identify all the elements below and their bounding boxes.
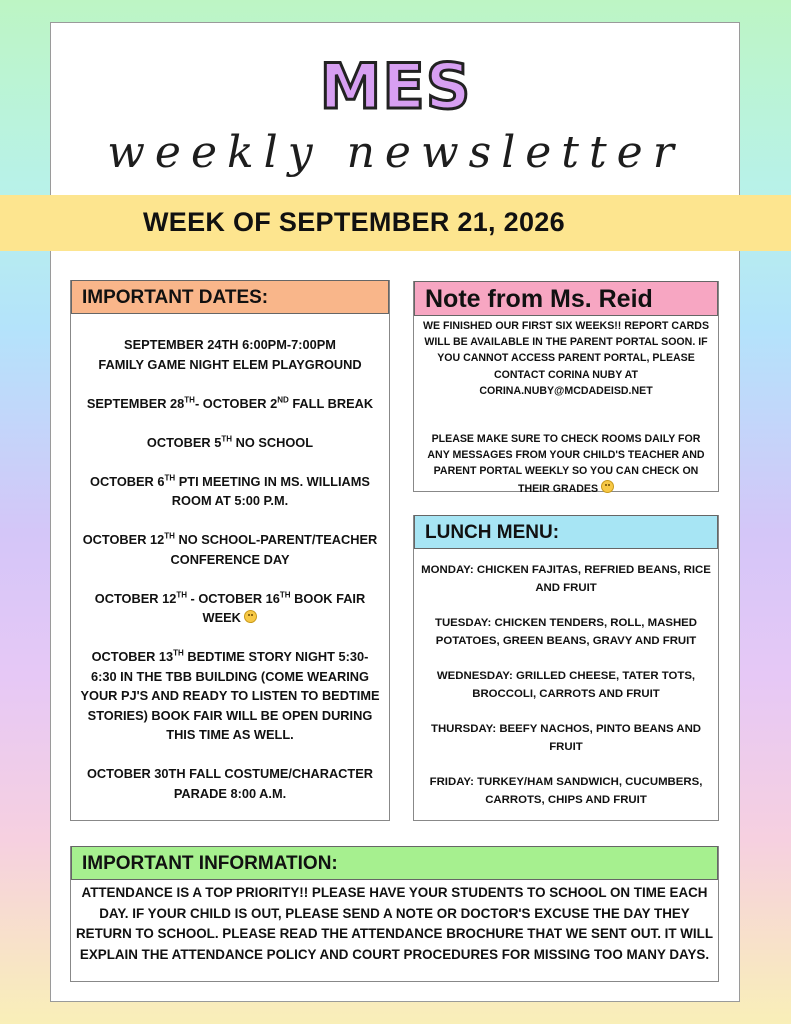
list-item: ROOM AT 5:00 P.M. xyxy=(171,493,289,508)
list-item: SEPTEMBER 24TH 6:00PM-7:00PM xyxy=(124,337,336,352)
important-dates-list xyxy=(72,335,388,803)
smiley-icon xyxy=(601,480,614,493)
important-info-title: IMPORTANT INFORMATION: xyxy=(82,853,338,874)
list-item: YOUR PJ'S AND READY TO LISTEN TO BEDTIME xyxy=(80,688,380,703)
list-item: FRIDAY: TURKEY/HAM SANDWICH, CUCUMBERS, CARROTS, CHIPS AND FRUIT xyxy=(429,776,703,806)
newsletter-subtitle: weekly newsletter xyxy=(107,127,684,178)
note-text: WE FINISHED OUR FIRST SIX WEEKS!! REPORT CARDS WILL BE AVAILABLE IN THE PARENT PORTAL SOON. IF YOU CANNOT ACCESS PARENT PORTAL, PLEASE CONTACT CORINA NUBY AT CORINA.NUBY@MCDADEISD.NET PLEASE MAKE SURE TO CHECK ROOMS DAILY FOR ANY MESSAGES FROM YOUR CHILD'S TEACHER AND PARENT PORTAL WEEKLY SO YOU CAN CHECK ON THEIR GRADES xyxy=(422,320,710,495)
list-item: MONDAY: CHICKEN FAJITAS, REFRIED BEANS, RICE AND FRUIT xyxy=(421,564,711,594)
list-item: TUESDAY: CHICKEN TENDERS, ROLL, MASHED POTATOES, GREEN BEANS, GRAVY AND FRUIT xyxy=(435,617,697,647)
list-item: OCTOBER 12TH NO SCHOOL-PARENT/TEACHER xyxy=(82,531,378,547)
list-item: OCTOBER 5TH NO SCHOOL xyxy=(146,434,314,450)
lunch-menu-title: LUNCH MENU: xyxy=(425,522,560,543)
lunch-menu-header xyxy=(414,515,718,549)
list-item: 6:30 IN THE TBB BUILDING (COME WEARING xyxy=(91,668,369,684)
school-logo-title: MES xyxy=(319,50,472,123)
list-item: OCTOBER 12TH - OCTOBER 16TH BOOK FAIR xyxy=(94,590,366,606)
list-item: OCTOBER 13TH BEDTIME STORY NIGHT 5:30- xyxy=(91,648,369,664)
week-of-heading: WEEK OF SEPTEMBER 21, 2026 xyxy=(143,207,565,237)
list-item: OCTOBER 30TH FALL COSTUME/CHARACTER xyxy=(86,766,374,781)
list-item: THIS TIME AS WELL. xyxy=(166,727,294,742)
smiley-icon xyxy=(244,610,257,623)
list-item: CONFERENCE DAY xyxy=(170,551,290,567)
list-item: PARADE 8:00 A.M. xyxy=(173,785,287,801)
important-info-text: ATTENDANCE IS A TOP PRIORITY!! PLEASE HAVE YOUR STUDENTS TO SCHOOL ON TIME EACH DAY. IF YOUR CHILD IS OUT, PLEASE SEND A NOTE OR DOCTOR'S EXCUSE THE DAY THEY RETURN TO SCHOOL. PLEASE READ THE ATTENDANCE BROCHURE THAT WE SENT OUT. IT WILL EXPLAIN THE ATTENDANCE POLICY AND COURT PROCEDURES FOR MISSING TOO MANY DAYS. xyxy=(75,885,714,962)
list-item: FAMILY GAME NIGHT ELEM PLAYGROUND xyxy=(98,356,362,372)
lunch-menu-list xyxy=(418,562,714,827)
list-item: THURSDAY: BEEFY NACHOS, PINTO BEANS AND FRUIT xyxy=(430,723,702,753)
list-item: OCTOBER 6TH PTI MEETING IN MS. WILLIAMS xyxy=(90,473,370,489)
important-dates-header xyxy=(71,280,389,314)
important-dates-title: IMPORTANT DATES: xyxy=(82,287,269,308)
list-item: SEPTEMBER 28TH- OCTOBER 2ND FALL BREAK xyxy=(86,395,374,411)
list-item: WEEK xyxy=(72,608,388,628)
note-header xyxy=(414,281,718,316)
list-item: STORIES) BOOK FAIR WILL BE OPEN DURING xyxy=(87,707,373,723)
important-info-header xyxy=(71,846,718,880)
list-item: WEDNESDAY: GRILLED CHEESE, TATER TOTS, BROCCOLI, CARROTS AND FRUIT xyxy=(436,670,696,700)
note-title: Note from Ms. Reid xyxy=(425,285,653,313)
